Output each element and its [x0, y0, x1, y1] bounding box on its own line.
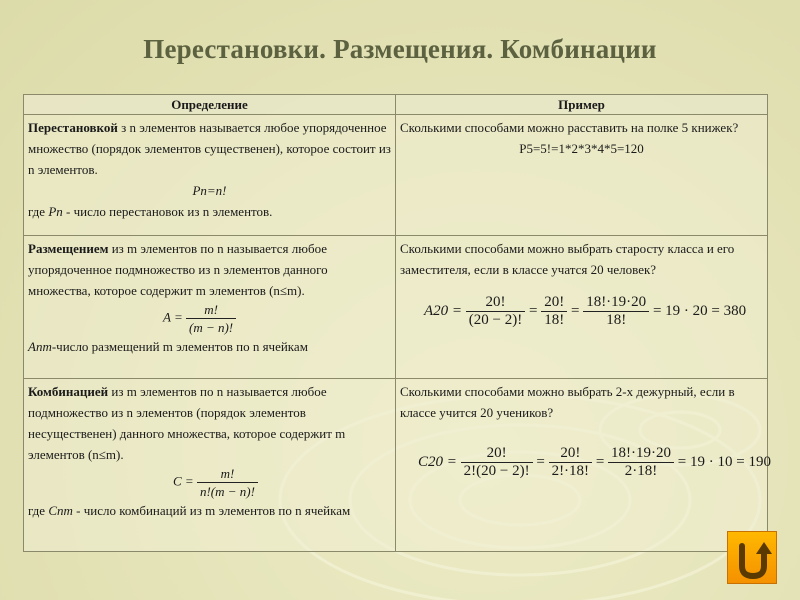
permutation-symbol: Pn — [48, 204, 63, 219]
arrangement-definition: из m элементов по n называется любое упорядоченное подмножество из n элементов данного множества, которое содержит m элементов (n≤m). — [28, 241, 328, 298]
arrangement-example-math: A20 = $\frac{20!}{(20 - 2)!}$ = $\frac{20!}{18!}$ = $\frac{18!\cdot 19\cdot 20}{18!}$ = 19 · 20 = 380 — [424, 294, 747, 328]
combination-term: Комбинацией — [28, 384, 109, 399]
back-button[interactable] — [727, 531, 777, 584]
arrangement-example-cell — [396, 236, 768, 379]
permutation-example-cell — [396, 115, 768, 236]
combination-definition: из m элементов по n называется любое подмножество из n элементов (порядок элементов несущественен) данного множества, которое содержит m элементов (n≤m). — [28, 384, 346, 462]
arrangement-term: Размещением — [28, 241, 109, 256]
arrangement-formula: A = $\frac{m!}{(m - n)!}$ — [28, 301, 391, 336]
formulas-table — [23, 94, 771, 552]
combination-note: где Cnm - число комбинаций из m элементов по n ячейкам — [28, 503, 351, 518]
combination-symbol: Cnm — [48, 503, 73, 518]
combination-definition-cell — [24, 379, 396, 552]
permutation-term: Перестановкой — [28, 120, 118, 135]
permutation-definition-cell — [24, 115, 396, 236]
combination-example-question: Сколькими способами можно выбрать 2-х дежурный, если в классе учится 20 учеников? — [400, 384, 735, 420]
page-title: Перестановки. Размещения. Комбинации — [143, 34, 657, 64]
permutation-definition: з n элементов называется любое упорядоченное множество (порядок элементов существенен), которое состоит из n элементов. — [28, 120, 391, 177]
arrangement-symbol: Anm — [28, 339, 52, 354]
table-row-combination — [24, 379, 768, 552]
table-row-arrangement — [24, 236, 768, 379]
permutation-note: где Pn - число перестановок из n элементов. — [28, 204, 273, 219]
combination-formula: C = $\frac{m!}{n!(m - n)!}$ — [28, 465, 391, 500]
table-row-permutation — [24, 115, 768, 236]
table-header-row — [24, 95, 768, 115]
combination-example-cell — [396, 379, 771, 552]
u-turn-arrow-icon — [728, 532, 778, 585]
header-definition: Определение — [24, 95, 396, 115]
permutation-example-question: Сколькими способами можно расставить на полке 5 книжек? — [400, 120, 739, 135]
header-example: Пример — [396, 95, 768, 115]
arrangement-definition-cell — [24, 236, 396, 379]
arrangement-example-question: Сколькими способами можно выбрать старосту класса и его заместителя, если в классе учатся 20 человек? — [400, 241, 735, 277]
arrangement-note: Anm-число размещений m элементов по n ячейкам — [28, 339, 308, 354]
permutation-formula: Pn=n! — [192, 183, 227, 198]
combination-example-math: C20 = $\frac{20!}{2!(20 - 2)!}$ = $\frac{20!}{2!\cdot 18!}$ = $\frac{18!\cdot 19\cdot 20}{2\cdot 18!}$ = 19 · 10 = 190 — [418, 445, 771, 479]
permutation-example-answer: P5=5!=1*2*3*4*5=120 — [519, 141, 644, 156]
